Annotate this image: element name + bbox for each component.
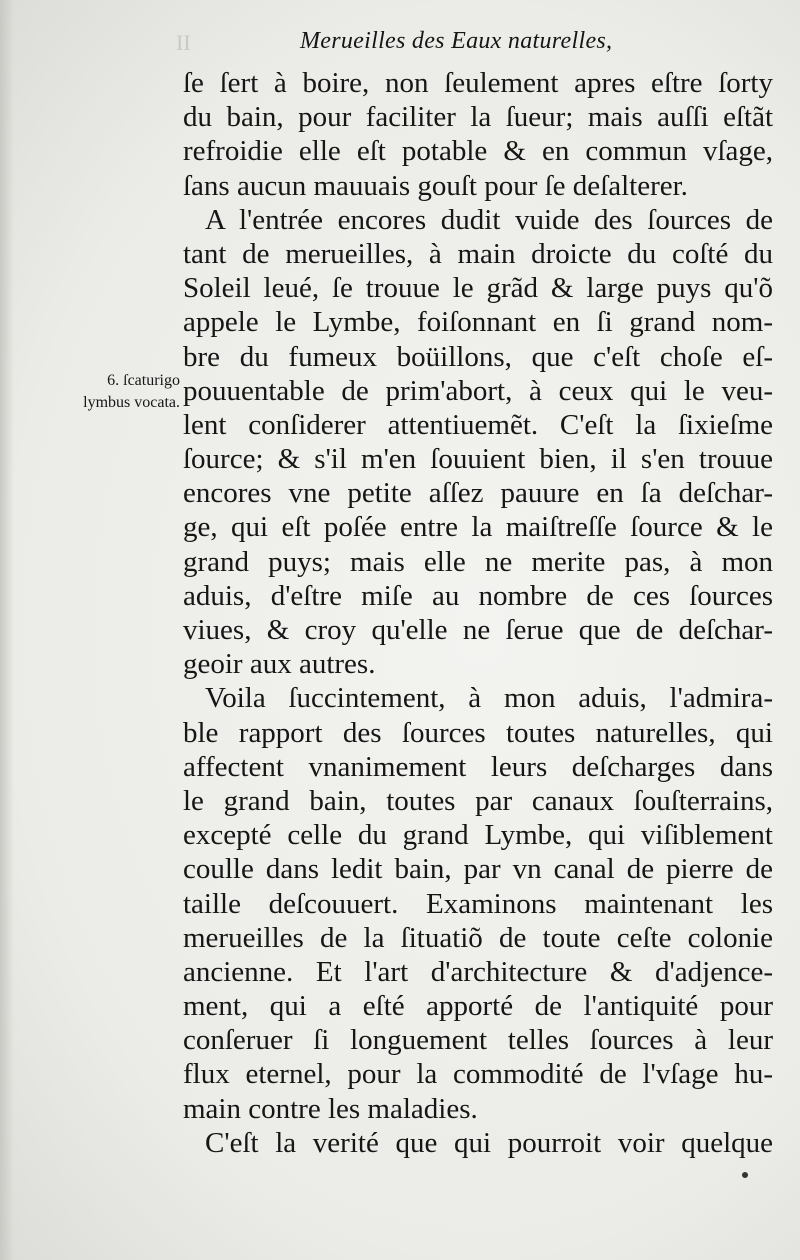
margin-note-line-1: 6. ſcaturigo [107,372,180,389]
gutter-shadow [0,0,14,1260]
text-line: aduis, d'eſtre miſe au nombre de ces ſources [183,579,773,612]
text-line: main contre les maladies. [183,1092,478,1125]
running-header: Merueilles des Eaux naturelles, [300,28,613,54]
text-line: ſource; & s'il m'en ſouuient bien, il s'en trouue [183,443,773,476]
text-line: flux eternel, pour la commodité de l'vſage hu- [183,1058,773,1091]
text-line: excepté celle du grand Lymbe, qui viſiblement [183,819,773,852]
text-line: viues, & croy qu'elle ne ſerue que de deſchar- [183,614,773,646]
text-line: ge, qui eſt poſée entre la maiſtreſſe ſource & le [183,511,773,544]
text-line: merueilles de la ſituatiõ de toute ceſte colonie [183,921,773,954]
text-line: ancienne. Et l'art d'architecture & d'adjence- [183,955,773,988]
text-line: taille deſcouuert. Examinons maintenant les [183,887,773,920]
text-line: ſans aucun mauuais gouſt pour ſe deſalterer. [183,169,688,202]
text-line: ment, qui a eſté apporté de l'antiquité pour [183,990,773,1023]
text-line: A l'entrée encores dudit vuide des ſources de [205,203,773,236]
text-line: ble rapport des ſources toutes naturelles, qui [183,716,773,749]
text-line: affectent vnanimement leurs deſcharges dans [183,750,773,783]
text-line: coulle dans ledit bain, par vn canal de pierre de [183,853,773,886]
text-line: du bain, pour faciliter la ſueur; mais auſſi eſtãt [183,101,773,134]
text-line: refroidie elle eſt potable & en commun vſage, [183,135,773,168]
text-line: le grand bain, toutes par canaux ſouſterrains, [183,784,773,817]
body-text [183,66,773,1160]
text-line: C'eſt la verité que qui pourroit voir quelque [205,1126,773,1159]
text-line: ſe ſert à boire, non ſeulement apres eſtre ſorty [183,67,773,99]
margin-note-line-2: lymbus vocata. [83,394,180,411]
text-line: appele le Lymbe, foiſonnant en ſi grand nom- [183,306,773,339]
margin-note [50,370,180,414]
text-line: geoir aux autres. [183,648,376,681]
text-line: Voila ſuccintement, à mon aduis, l'admira- [205,682,773,715]
text-line: tant de merueilles, à main droicte du coſté du [183,237,773,270]
text-line: encores vne petite aſſez pauure en ſa deſchar- [183,477,773,510]
text-line: Soleil leué, ſe trouue le grãd & large puys qu'õ [183,272,773,305]
text-line: lent conſiderer attentiuemẽt. C'eſt la ſixieſme [183,408,773,441]
text-line: pouuentable de prim'abort, à ceux qui le veu- [183,374,773,407]
text-line: bre du fumeux boüillons, que c'eſt choſe eſ- [183,340,773,373]
text-line: conſeruer ſi longuement telles ſources à leur [183,1024,773,1057]
show-through-folio: II [176,30,191,55]
text-line: grand puys; mais elle ne merite pas, à mon [183,545,773,578]
ink-dot [742,1172,748,1178]
